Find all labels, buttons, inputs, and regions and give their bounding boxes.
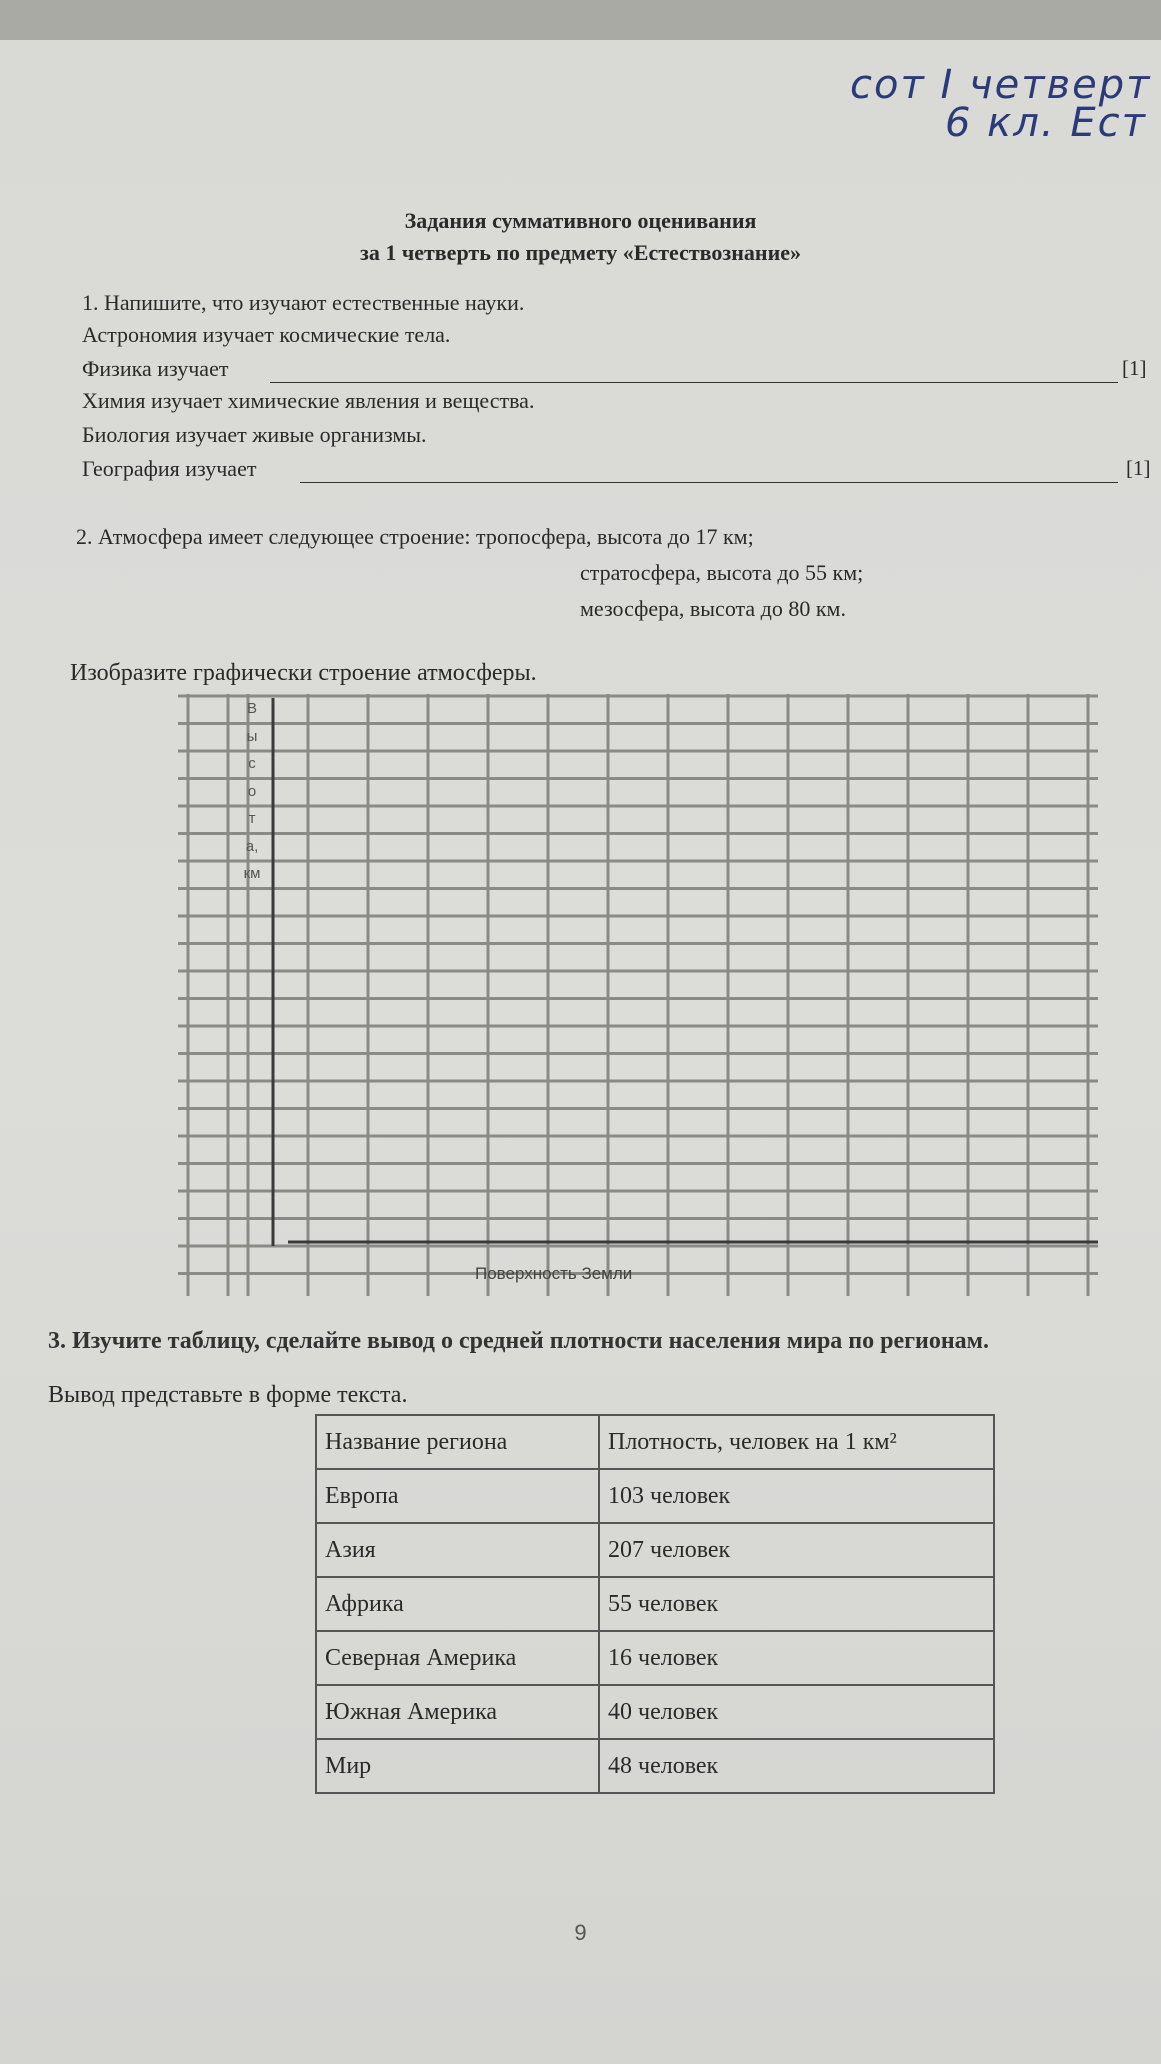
table-header-row bbox=[316, 1415, 994, 1469]
table-row bbox=[316, 1685, 994, 1739]
handwritten-note-line2: 6 кл. Ест bbox=[945, 100, 1147, 146]
task1-geography-label: География изучает bbox=[82, 456, 257, 481]
axis-letter: о bbox=[247, 782, 257, 800]
physics-score: [1] bbox=[1122, 356, 1147, 380]
task1-heading: 1. Напишите, что изучают естественные науки. bbox=[82, 290, 525, 315]
region-cell: Африка bbox=[316, 1577, 599, 1631]
header-region: Название региона bbox=[316, 1415, 599, 1469]
geography-score: [1] bbox=[1126, 456, 1151, 480]
axis-letter: т bbox=[248, 810, 256, 827]
density-cell: 207 человек bbox=[599, 1523, 994, 1577]
task3-heading: 3. Изучите таблицу, сделайте вывод о средней плотности населения мира по регионам. bbox=[48, 1328, 990, 1354]
task2-mesosphere: мезосфера, высота до 80 км. bbox=[580, 596, 846, 621]
table-row bbox=[316, 1469, 994, 1523]
physics-answer-line[interactable] bbox=[270, 382, 1118, 383]
atmosphere-grid[interactable] bbox=[178, 686, 1103, 1306]
table-row bbox=[316, 1739, 994, 1793]
density-cell: 16 человек bbox=[599, 1631, 994, 1685]
task2-instruction: Изобразите графически строение атмосферы. bbox=[70, 660, 537, 686]
density-cell: 40 человек bbox=[599, 1685, 994, 1739]
population-density-table bbox=[315, 1414, 995, 1794]
density-cell: 103 человек bbox=[599, 1469, 994, 1523]
table-row bbox=[316, 1577, 994, 1631]
geography-answer-line[interactable] bbox=[300, 482, 1118, 483]
region-cell: Южная Америка bbox=[316, 1685, 599, 1739]
task3-instruction: Вывод представьте в форме текста. bbox=[48, 1382, 408, 1408]
page-title: Задания суммативного оценивания bbox=[404, 208, 757, 233]
region-cell: Азия bbox=[316, 1523, 599, 1577]
density-cell: 48 человек bbox=[599, 1739, 994, 1793]
region-cell: Северная Америка bbox=[316, 1631, 599, 1685]
axis-letter: ы bbox=[246, 727, 258, 745]
density-cell: 55 человек bbox=[599, 1577, 994, 1631]
axis-letter: а, bbox=[245, 837, 259, 855]
table-row bbox=[316, 1523, 994, 1577]
header-density: Плотность, человек на 1 км² bbox=[599, 1415, 994, 1469]
surface-label: Поверхность Земли bbox=[475, 1264, 633, 1283]
task1-biology: Биология изучает живые организмы. bbox=[82, 422, 427, 447]
table-row bbox=[316, 1631, 994, 1685]
task2-heading: 2. Атмосфера имеет следующее строение: тропосфера, высота до 17 км; bbox=[76, 524, 754, 549]
page-subtitle: за 1 четверть по предмету «Естествознание» bbox=[359, 240, 802, 265]
background-strip bbox=[0, 0, 1161, 40]
region-cell: Европа bbox=[316, 1469, 599, 1523]
page-number: 9 bbox=[574, 1920, 587, 1945]
task1-astronomy: Астрономия изучает космические тела. bbox=[82, 322, 451, 347]
axis-letter: с bbox=[248, 755, 256, 772]
region-cell: Мир bbox=[316, 1739, 599, 1793]
axis-letter: В bbox=[246, 700, 257, 717]
task1-physics-label: Физика изучает bbox=[82, 356, 229, 381]
handwritten-note-line1: сот I четверт bbox=[850, 62, 1152, 108]
task2-stratosphere: стратосфера, высота до 55 км; bbox=[580, 560, 864, 585]
axis-letter: км bbox=[243, 865, 261, 882]
task1-chemistry: Химия изучает химические явления и вещества. bbox=[82, 388, 535, 413]
